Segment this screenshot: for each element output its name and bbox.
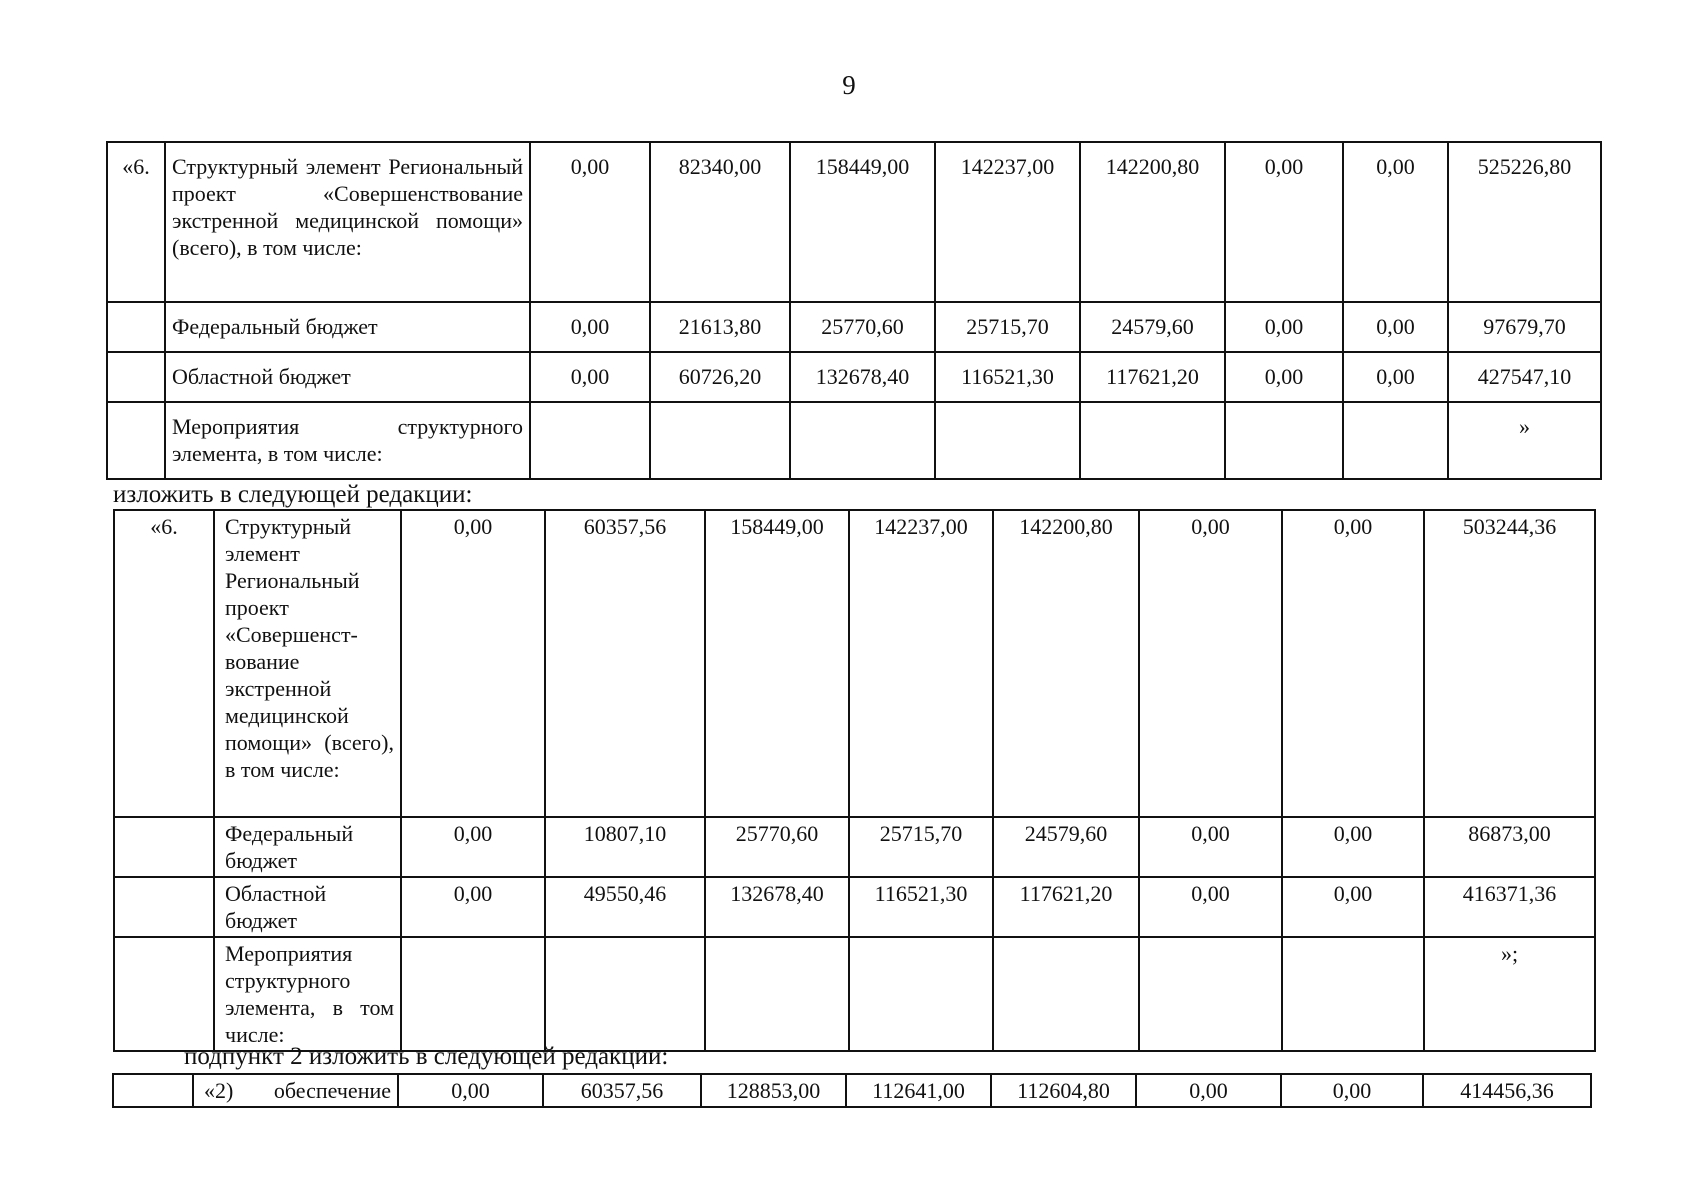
value-cell: 0,00 bbox=[1139, 817, 1282, 877]
value-cell: 86873,00 bbox=[1424, 817, 1595, 877]
row-name: Структурный элемент Региональный проект «Совершенствование экстренной медицинской помощи» (всего), в том числе: bbox=[165, 142, 530, 302]
caption-subitem-2: подпункт 2 изложить в следующей редакции: bbox=[184, 1043, 669, 1070]
value-cell: 0,00 bbox=[1225, 302, 1343, 352]
value-cell: 142200,80 bbox=[1080, 142, 1225, 302]
value-cell: 0,00 bbox=[1282, 510, 1424, 817]
value-cell: 117621,20 bbox=[993, 877, 1139, 937]
value-cell bbox=[545, 937, 705, 1051]
value-cell: 25770,60 bbox=[790, 302, 935, 352]
value-cell bbox=[401, 937, 545, 1051]
value-cell: »; bbox=[1424, 937, 1595, 1051]
value-cell: 0,00 bbox=[1282, 877, 1424, 937]
value-cell bbox=[530, 402, 650, 479]
value-cell: 142237,00 bbox=[849, 510, 993, 817]
row-name: Областной бюджет bbox=[165, 352, 530, 402]
value-cell bbox=[790, 402, 935, 479]
table-row bbox=[107, 352, 1601, 402]
table-row bbox=[107, 302, 1601, 352]
table-row bbox=[107, 402, 1601, 479]
value-cell: 0,00 bbox=[1343, 352, 1448, 402]
value-cell: 25715,70 bbox=[849, 817, 993, 877]
row-index bbox=[107, 352, 165, 402]
value-cell bbox=[1282, 937, 1424, 1051]
page-number: 9 bbox=[842, 70, 856, 100]
value-cell: 128853,00 bbox=[701, 1074, 846, 1107]
value-cell: 112641,00 bbox=[846, 1074, 991, 1107]
value-cell: 10807,10 bbox=[545, 817, 705, 877]
value-cell: 0,00 bbox=[401, 877, 545, 937]
row-name: Структурный элемент Региональный проект «Совершенст-вование экстренной медицинской помощи» (всего), в том числе: bbox=[214, 510, 401, 817]
value-cell: 112604,80 bbox=[991, 1074, 1136, 1107]
table-row bbox=[114, 817, 1595, 877]
value-cell: 427547,10 bbox=[1448, 352, 1601, 402]
row-index bbox=[114, 817, 214, 877]
row-index: «6. bbox=[114, 510, 214, 817]
value-cell: 0,00 bbox=[1343, 142, 1448, 302]
table-row bbox=[113, 1074, 1591, 1107]
value-cell: 97679,70 bbox=[1448, 302, 1601, 352]
value-cell: 0,00 bbox=[1225, 142, 1343, 302]
row-index bbox=[113, 1074, 193, 1107]
value-cell bbox=[650, 402, 790, 479]
row-name: Мероприятия структурного элемента, в том числе: bbox=[214, 937, 401, 1051]
row-index bbox=[114, 937, 214, 1051]
value-cell: 158449,00 bbox=[790, 142, 935, 302]
subitem-2-table bbox=[112, 1073, 1592, 1108]
value-cell: 60357,56 bbox=[545, 510, 705, 817]
value-cell: 525226,80 bbox=[1448, 142, 1601, 302]
row-index bbox=[107, 402, 165, 479]
old-funding-table bbox=[106, 141, 1602, 480]
value-cell: 0,00 bbox=[530, 302, 650, 352]
value-cell: 0,00 bbox=[1282, 817, 1424, 877]
row-index bbox=[107, 302, 165, 352]
value-cell: 416371,36 bbox=[1424, 877, 1595, 937]
table-row bbox=[114, 510, 1595, 817]
value-cell bbox=[993, 937, 1139, 1051]
value-cell: 25715,70 bbox=[935, 302, 1080, 352]
value-cell: 60726,20 bbox=[650, 352, 790, 402]
value-cell: 158449,00 bbox=[705, 510, 849, 817]
value-cell: 503244,36 bbox=[1424, 510, 1595, 817]
value-cell: 132678,40 bbox=[705, 877, 849, 937]
table-row bbox=[107, 142, 1601, 302]
caption-new-wording: изложить в следующей редакции: bbox=[113, 481, 473, 508]
value-cell: 0,00 bbox=[1225, 352, 1343, 402]
value-cell: 0,00 bbox=[1139, 510, 1282, 817]
row-index: «6. bbox=[107, 142, 165, 302]
value-cell: 142237,00 bbox=[935, 142, 1080, 302]
value-cell: 0,00 bbox=[1139, 877, 1282, 937]
table-row bbox=[114, 937, 1595, 1051]
value-cell bbox=[705, 937, 849, 1051]
value-cell bbox=[935, 402, 1080, 479]
value-cell: 132678,40 bbox=[790, 352, 935, 402]
row-name: Областной бюджет bbox=[214, 877, 401, 937]
value-cell bbox=[849, 937, 993, 1051]
value-cell: 24579,60 bbox=[993, 817, 1139, 877]
value-cell bbox=[1343, 402, 1448, 479]
value-cell: 142200,80 bbox=[993, 510, 1139, 817]
table-row bbox=[114, 877, 1595, 937]
value-cell: 0,00 bbox=[401, 510, 545, 817]
value-cell: 0,00 bbox=[401, 817, 545, 877]
value-cell: 117621,20 bbox=[1080, 352, 1225, 402]
value-cell bbox=[1225, 402, 1343, 479]
row-name: Мероприятия структурного элемента, в том числе: bbox=[165, 402, 530, 479]
value-cell bbox=[1080, 402, 1225, 479]
value-cell: 116521,30 bbox=[849, 877, 993, 937]
value-cell: 0,00 bbox=[530, 142, 650, 302]
value-cell: 49550,46 bbox=[545, 877, 705, 937]
value-cell: 0,00 bbox=[1281, 1074, 1423, 1107]
value-cell: » bbox=[1448, 402, 1601, 479]
value-cell: 414456,36 bbox=[1423, 1074, 1591, 1107]
value-cell: 0,00 bbox=[1343, 302, 1448, 352]
value-cell: 21613,80 bbox=[650, 302, 790, 352]
value-cell: 24579,60 bbox=[1080, 302, 1225, 352]
value-cell: 0,00 bbox=[398, 1074, 543, 1107]
row-name: Федеральный бюджет bbox=[214, 817, 401, 877]
value-cell bbox=[1139, 937, 1282, 1051]
value-cell: 82340,00 bbox=[650, 142, 790, 302]
value-cell: 0,00 bbox=[530, 352, 650, 402]
row-index bbox=[114, 877, 214, 937]
new-funding-table bbox=[113, 509, 1596, 1052]
value-cell: 0,00 bbox=[1136, 1074, 1281, 1107]
row-name: «2) обеспечение bbox=[193, 1074, 398, 1107]
row-name: Федеральный бюджет bbox=[165, 302, 530, 352]
value-cell: 116521,30 bbox=[935, 352, 1080, 402]
value-cell: 60357,56 bbox=[543, 1074, 701, 1107]
value-cell: 25770,60 bbox=[705, 817, 849, 877]
